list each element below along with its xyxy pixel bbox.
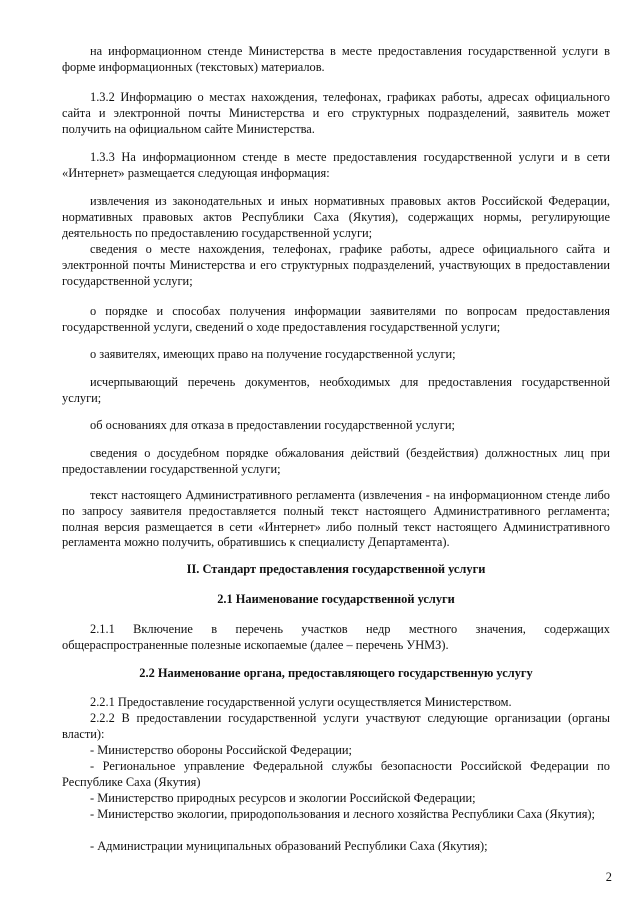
list-item-procedure: о порядке и способах получения информации заявителями по вопросам предоставления государственной услуги, сведений о ходе предоставления государственной услуги;: [62, 304, 610, 334]
paragraph-info-stand-cont: на информационном стенде Министерства в месте предоставления государственной услуги в форме информационных (текстовых) материалов.: [62, 44, 610, 74]
list-item-defense-ministry: - Министерство обороны Российской Федерации;: [90, 743, 352, 757]
paragraph-1-3-3: 1.3.3 На информационном стенде в месте предоставления государственной услуги и в сети «Интернет» размещается следующая информация:: [62, 150, 610, 180]
paragraph-2-2-1: 2.2.1 Предоставление государственной услуги осуществляется Министерством.: [90, 695, 512, 709]
list-item-location-info: сведения о месте нахождения, телефонах, графике работы, адресе официального сайта и электронной почты Министерства и его структурных подразделений, участвующих в предоставлении государственной услуги;: [62, 242, 610, 288]
list-item-fsb: - Региональное управление Федеральной службы безопасности Российской Федерации по Республике Саха (Якутия): [62, 759, 610, 789]
section-heading-2: II. Стандарт предоставления государственной услуги: [186, 562, 486, 576]
list-item-documents: исчерпывающий перечень документов, необходимых для предоставления государственной услуги;: [62, 375, 610, 405]
list-item-refusal-grounds: об основаниях для отказа в предоставлении государственной услуги;: [90, 418, 455, 432]
paragraph-2-2-2: 2.2.2 В предоставлении государственной услуги участвуют следующие организации (органы власти):: [62, 711, 610, 741]
list-item-appeal: сведения о досудебном порядке обжалования действий (бездействия) должностных лиц при предоставлении государственной услуги;: [62, 446, 610, 476]
subsection-heading-2-2: 2.2 Наименование органа, предоставляющего государственную услугу: [139, 666, 533, 680]
list-item-legal-extracts: извлечения из законодательных и иных нормативных правовых актов Российской Федерации, нормативных правовых актов Республики Саха (Якутия), содержащих нормы, регулирующие деятельность по предоставлению государственной услуги;: [62, 194, 610, 240]
list-item-ecology-ministry: - Министерство экологии, природопользования и лесного хозяйства Республики Саха (Якутия);: [90, 807, 595, 821]
list-item-applicants: о заявителях, имеющих право на получение государственной услуги;: [90, 347, 456, 361]
paragraph-2-1-1: 2.1.1 Включение в перечень участков недр местного значения, содержащих общераспространенные полезные ископаемые (далее – перечень УНМЗ).: [62, 622, 610, 652]
list-item-regulation-text: текст настоящего Административного регламента (извлечения - на информационном стенде либо по запросу заявителя предоставляется полный текст настоящего Административного регламента; полная версия размещается в сети «Интернет» либо полный текст настоящего Административного регламента можно получить, обратившись к специалисту Департамента).: [62, 488, 610, 550]
paragraph-1-3-2: 1.3.2 Информацию о местах нахождения, телефонах, графиках работы, адресах официального сайта и электронной почты Министерства и его структурных подразделений, заявитель может получить на официальном сайте Министерства.: [62, 90, 610, 136]
list-item-municipal-admin: - Администрации муниципальных образований Республики Саха (Якутия);: [90, 839, 488, 853]
list-item-natural-resources: - Министерство природных ресурсов и экологии Российской Федерации;: [90, 791, 476, 805]
subsection-heading-2-1: 2.1 Наименование государственной услуги: [217, 592, 455, 606]
page-number: 2: [605, 870, 612, 884]
